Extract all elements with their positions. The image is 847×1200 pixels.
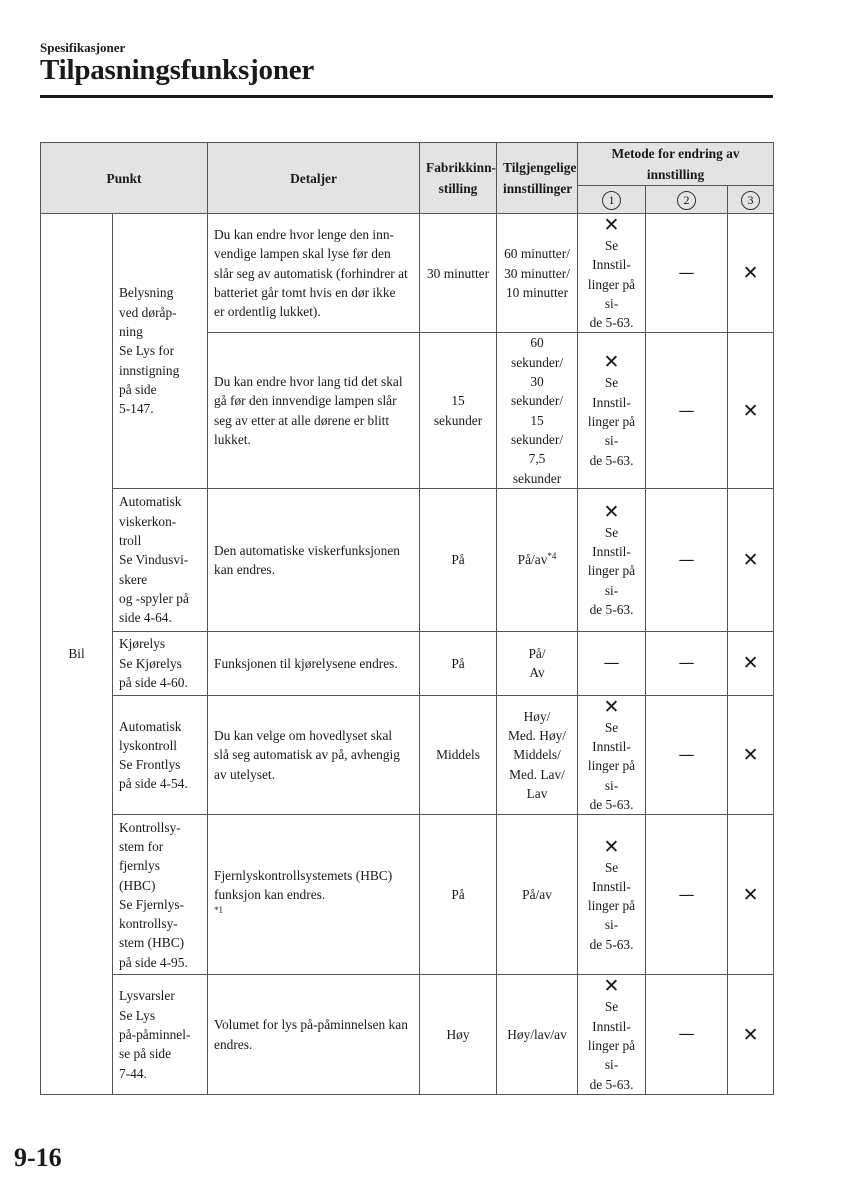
dash-icon: — — [603, 653, 620, 673]
dash-icon: — — [678, 884, 695, 904]
method-2-cell — [646, 214, 728, 333]
title-rule — [40, 95, 773, 98]
dash-icon: — — [678, 263, 695, 283]
method-1-cell: ✕ Se Innstil- linger på si- de 5-63. — [578, 975, 646, 1094]
method-3-cell — [728, 815, 774, 975]
dash-icon: — — [678, 549, 695, 569]
cross-icon: ✕ — [603, 351, 620, 374]
details-cell: Den automatiske viskerfunksjonen kan endres. — [208, 488, 420, 631]
category-cell: Bil — [41, 214, 113, 1095]
item-cell: Automatisk lyskontroll Se Frontlys på side 4-54. — [113, 695, 208, 814]
available-cell: På/av — [497, 815, 578, 975]
item-cell: Belysning ved døråp- ning Se Lys for innstigning på side 5-147. — [113, 214, 208, 489]
details-cell: Volumet for lys på-påminnelsen kan endres. — [208, 975, 420, 1094]
cross-icon: ✕ — [603, 975, 620, 998]
table-row — [41, 488, 774, 631]
details-cell: Du kan endre hvor lang tid det skal gå før den innvendige lampen slår seg av etter at alle dørene er blitt lukket. — [208, 333, 420, 488]
cross-icon: ✕ — [603, 695, 620, 718]
method-3-cell — [728, 333, 774, 488]
factory-cell: På — [420, 488, 497, 631]
available-cell: Høy/lav/av — [497, 975, 578, 1094]
item-cell: Kjørelys Se Kjørelys på side 4-60. — [113, 631, 208, 695]
factory-cell: På — [420, 631, 497, 695]
cross-icon: ✕ — [603, 214, 620, 236]
item-cell: Automatisk viskerkon- troll Se Vindusvi- skere og -spyler på side 4-64. — [113, 488, 208, 631]
available-cell: 60 sekunder/ 30 sekunder/ 15 sekunder/ 7,5 sekunder — [497, 333, 578, 488]
header-punkt: Punkt — [41, 143, 208, 214]
footnote-ref: *4 — [547, 551, 557, 562]
method-2-cell — [646, 815, 728, 975]
table-row — [41, 815, 774, 975]
method-3-cell — [728, 695, 774, 814]
dash-icon: — — [678, 744, 695, 764]
factory-cell: På — [420, 815, 497, 975]
method-2-cell — [646, 975, 728, 1094]
details-cell: Du kan velge om hovedlyset skal slå seg automatisk av på, avhengig av utelyset. — [208, 695, 420, 814]
factory-cell: Høy — [420, 975, 497, 1094]
cross-icon: ✕ — [603, 835, 620, 858]
customization-table — [40, 142, 774, 1095]
item-cell: Kontrollsy- stem for fjernlys (HBC) Se Fjernlys- kontrollsy- stem (HBC) på side 4-95. — [113, 815, 208, 975]
details-cell: Fjernlyskontrollsystemets (HBC) funksjon kan endres. $^{*1}$ — [208, 815, 420, 975]
available-cell: På/ Av — [497, 631, 578, 695]
header-change-method: Metode for endring av innstilling — [578, 143, 774, 186]
method-1-cell: ✕ Se Innstil- linger på si- de 5-63. — [578, 815, 646, 975]
table-row — [41, 214, 774, 333]
available-cell: 60 minutter/ 30 minutter/ 10 minutter — [497, 214, 578, 333]
header-available-settings: Tilgjengelige innstillinger — [497, 143, 578, 214]
header-detaljer: Detaljer — [208, 143, 420, 214]
table-row — [41, 695, 774, 814]
cross-icon: ✕ — [742, 652, 759, 675]
factory-cell: 30 minutter — [420, 214, 497, 333]
method-1-cell: ✕ Se Innstil- linger på si- de 5-63. — [578, 333, 646, 488]
header-method-1 — [578, 186, 646, 214]
method-2-cell — [646, 695, 728, 814]
dash-icon: — — [678, 653, 695, 673]
circled-number-2: 2 — [677, 191, 696, 210]
factory-cell: Middels — [420, 695, 497, 814]
method-3-cell — [728, 214, 774, 333]
section-label: Spesifikasjoner — [40, 40, 126, 55]
cross-icon: ✕ — [603, 500, 620, 523]
method-1-cell: ✕ Se Innstil- linger på si- de 5-63. — [578, 214, 646, 333]
cross-icon: ✕ — [742, 262, 759, 285]
cross-icon: ✕ — [742, 1023, 759, 1046]
circled-number-1: 1 — [602, 191, 621, 210]
dash-icon: — — [678, 1024, 695, 1044]
page-title: Tilpasningsfunksjoner — [40, 54, 315, 86]
cross-icon: ✕ — [742, 744, 759, 767]
cross-icon: ✕ — [742, 883, 759, 906]
method-3-cell — [728, 975, 774, 1094]
details-cell: Funksjonen til kjørelysene endres. — [208, 631, 420, 695]
method-3-cell — [728, 488, 774, 631]
header-method-3 — [728, 186, 774, 214]
method-2-cell — [646, 333, 728, 488]
footnote-ref: *1 — [214, 905, 224, 916]
method-1-cell: ✕ Se Innstil- linger på si- de 5-63. — [578, 488, 646, 631]
method-1-cell: ✕ Se Innstil- linger på si- de 5-63. — [578, 695, 646, 814]
header-factory-setting: Fabrikkinn- stilling — [420, 143, 497, 214]
dash-icon: — — [678, 400, 695, 420]
method-2-cell — [646, 488, 728, 631]
details-cell: Du kan endre hvor lenge den inn- vendige lampen skal lyse før den slår seg av automatisk (forhindrer at batteriet går tomt hvis en dør ikke er ordentlig lukket). — [208, 214, 420, 333]
page-number: 9-16 — [14, 1143, 62, 1172]
circled-number-3: 3 — [741, 191, 760, 210]
method-3-cell — [728, 631, 774, 695]
available-cell: Høy/ Med. Høy/ Middels/ Med. Lav/ Lav — [497, 695, 578, 814]
method-2-cell — [646, 631, 728, 695]
header-method-2 — [646, 186, 728, 214]
available-cell: $På/av^{*4}$ — [497, 488, 578, 631]
cross-icon: ✕ — [742, 548, 759, 571]
factory-cell: 15 sekunder — [420, 333, 497, 488]
table-row — [41, 631, 774, 695]
item-cell: Lysvarsler Se Lys på-påminnel- se på side 7-44. — [113, 975, 208, 1094]
cross-icon: ✕ — [742, 399, 759, 422]
table-row — [41, 975, 774, 1094]
method-1-cell — [578, 631, 646, 695]
